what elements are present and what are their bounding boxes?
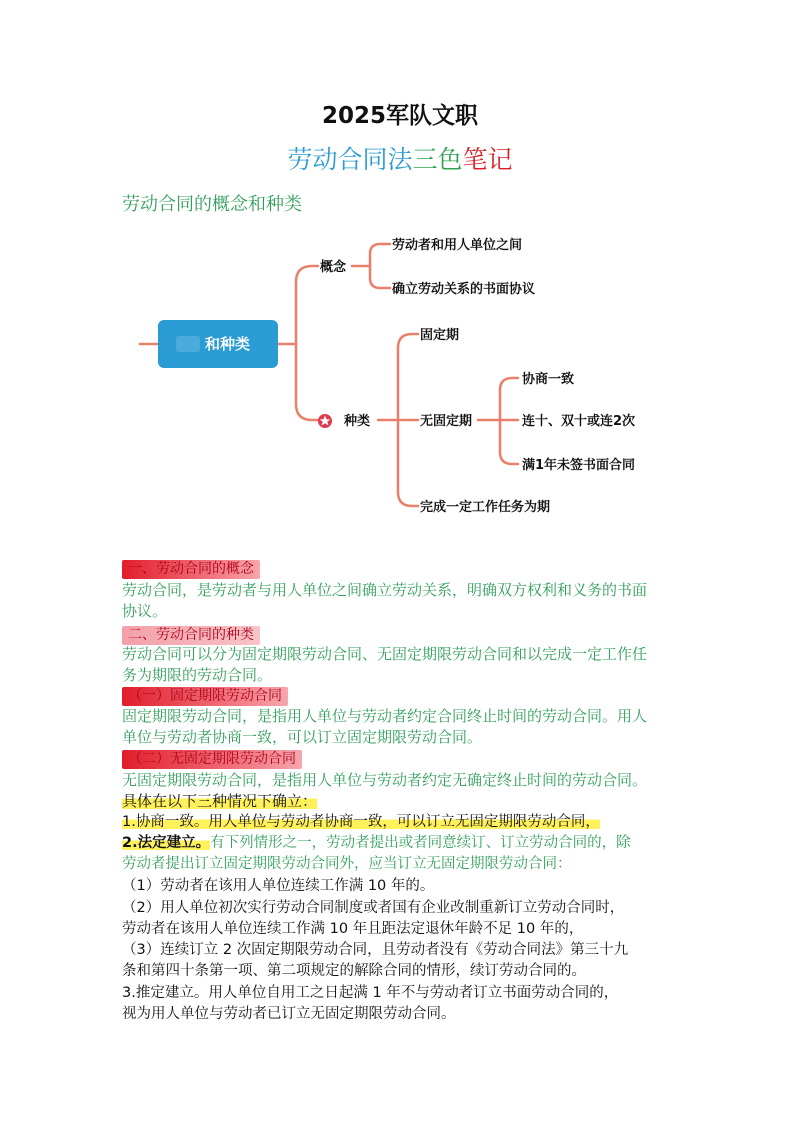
section-heading: 劳动合同的概念和种类 (122, 194, 302, 215)
note-sub-3: （3）连续订立 2 次固定期限劳动合同，且劳动者没有《劳动合同法》第三十九 条和第四十条第一项、第二项规定的解除合同的情形，续订劳动合同的。 (122, 942, 629, 979)
mindmap-link-concept (296, 266, 318, 344)
mindmap-link-concept-1 (370, 244, 390, 266)
note-paragraph-1: 劳动合同，是劳动者与用人单位之间确立劳动关系，明确双方权利和义务的书面 协议。 (122, 581, 648, 620)
mindmap-concept-child-2: 确立劳动关系的书面协议 (392, 282, 536, 297)
subtitle-part-blue: 劳动合同法 (287, 145, 413, 174)
note-heading-1: 一、劳动合同的概念 (122, 558, 260, 579)
mindmap-link-task (398, 420, 418, 506)
mindmap-link-unfixed-1 (500, 378, 518, 420)
note-item-2-continued: 劳动者提出订立固定期限劳动合同外，应当订立无固定期限劳动合同： (122, 856, 572, 872)
note-item-2: 2.法定建立。有下列情形之一，劳动者提出或者同意续订、订立劳动合同的，除 (122, 835, 631, 851)
mindmap-link-types (296, 344, 318, 420)
note-paragraph-4: 无固定期限劳动合同，是指用人单位与劳动者约定无确定终止时间的劳动合同。 (122, 771, 648, 789)
mindmap-type-task: 完成一定工作任务为期 (420, 500, 551, 515)
mindmap-unfixed-child-2: 连十、双十或连2次 (522, 414, 636, 429)
document-title: 2025军队文职 (321, 103, 478, 129)
mindmap-root-label: 和种类 (205, 335, 251, 353)
note-sub-2: （2）用人单位初次实行劳动合同制度或者国有企业改制重新订立劳动合同时， 劳动者在该用人单位连续工作满 10 年且距法定退休年龄不足 10 年的， (122, 900, 625, 937)
note-heading-3: （一）固定期限劳动合同 (122, 685, 288, 706)
mindmap-concept-label: 概念 (320, 260, 347, 275)
note-heading-4: （二）无固定期限劳动合同 (122, 748, 302, 769)
mindmap-type-unfixed: 无固定期 (420, 414, 473, 429)
mindmap-types-label: 种类 (344, 414, 371, 429)
mindmap-link-concept-2 (370, 266, 390, 288)
document-subtitle (0, 140, 800, 176)
mindmap-link-unfixed-3 (500, 420, 518, 464)
note-sub-1: （1）劳动者在该用人单位连续工作满 10 年的。 (122, 878, 435, 894)
star-icon (318, 414, 332, 428)
subtitle-part-red: 笔记 (462, 145, 513, 174)
note-paragraph-2: 劳动合同可以分为固定期限劳动合同、无固定期限劳动合同和以完成一定工作任 务为期限的劳动合同。 (122, 645, 648, 684)
mindmap-type-fixed: 固定期 (420, 328, 460, 343)
note-item-1: 1.协商一致。用人单位与劳动者协商一致，可以订立无固定期限劳动合同， (122, 814, 600, 830)
note-paragraph-3: 固定期限劳动合同，是指用人单位与劳动者约定合同终止时间的劳动合同。用人 单位与劳动者协商一致，可以订立固定期限劳动合同。 (122, 707, 648, 746)
subtitle-part-green: 三色 (412, 145, 463, 174)
mindmap-link-fixed (398, 334, 418, 420)
mindmap (0, 220, 800, 530)
mindmap-unfixed-child-3: 满1年未签书面合同 (522, 458, 636, 473)
note-item-3: 3.推定建立。用人单位自用工之日起满 1 年不与劳动者订立书面劳动合同的， 视为用人单位与劳动者已订立无固定期限劳动合同。 (122, 985, 619, 1022)
mindmap-unfixed-child-1: 协商一致 (522, 372, 575, 387)
mindmap-concept-child-1: 劳动者和用人单位之间 (392, 238, 523, 253)
note-heading-2: 二、劳动合同的种类 (122, 624, 260, 645)
note-paragraph-5: 具体在以下三种情况下确立： (122, 792, 318, 810)
mindmap-root-blur (176, 336, 200, 352)
